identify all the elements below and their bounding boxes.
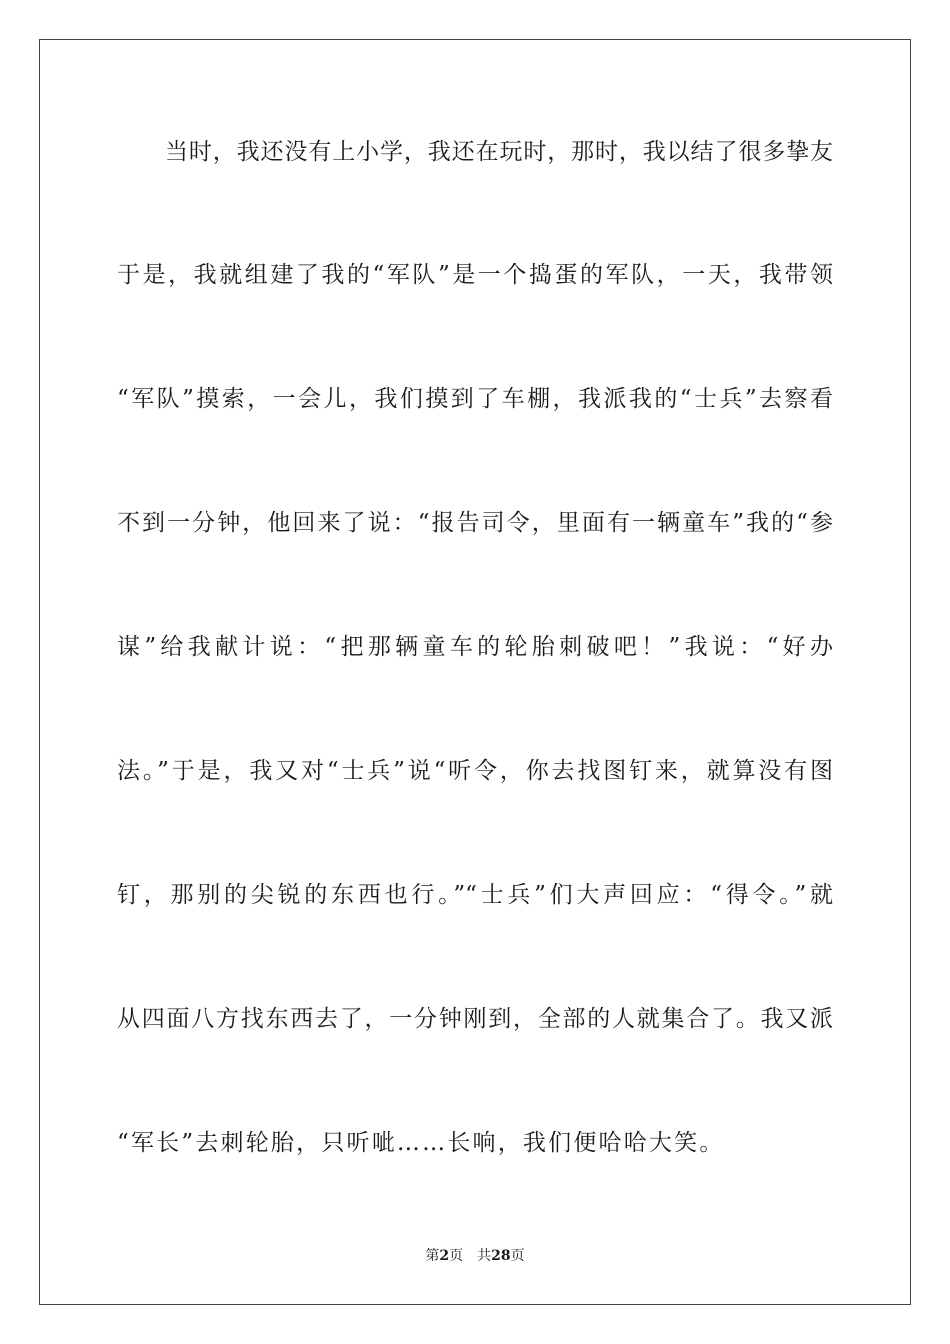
page-footer — [0, 1246, 950, 1266]
text-line-4: 不到一分钟，他回来了说：“报告司令，里面有一辆童车”我的“参 — [117, 510, 833, 536]
text-line-9: “军长”去刺轮胎，只听呲……长响，我们便哈哈大笑。 — [117, 1130, 725, 1156]
text-line-2: 于是，我就组建了我的“军队”是一个捣蛋的军队，一天，我带领 — [117, 262, 833, 288]
page-prefix: 第 — [425, 1248, 440, 1264]
text-line-3: “军队”摸索，一会儿，我们摸到了车棚，我派我的“士兵”去察看 — [117, 386, 833, 412]
text-line-8: 从四面八方找东西去了，一分钟刚到，全部的人就集合了。我又派 — [117, 1006, 833, 1032]
page-suffix: 页 — [449, 1248, 464, 1264]
text-line-6: 法。”于是，我又对“士兵”说“听令，你去找图钉来，就算没有图 — [117, 758, 833, 784]
total-prefix: 共 — [477, 1248, 492, 1264]
page-border — [39, 39, 911, 1305]
total-suffix: 页 — [510, 1248, 525, 1264]
text-line-5: 谋”给我献计说：“把那辆童车的轮胎刺破吧！”我说：“好办 — [117, 634, 833, 660]
text-line-1: 当时，我还没有上小学，我还在玩时，那时，我以结了很多挚友 — [165, 139, 833, 165]
text-line-7: 钉，那别的尖锐的东西也行。”“士兵”们大声回应：“得令。”就 — [117, 882, 833, 908]
page-total-number: 28 — [491, 1248, 511, 1264]
page-current-number: 2 — [439, 1248, 450, 1264]
